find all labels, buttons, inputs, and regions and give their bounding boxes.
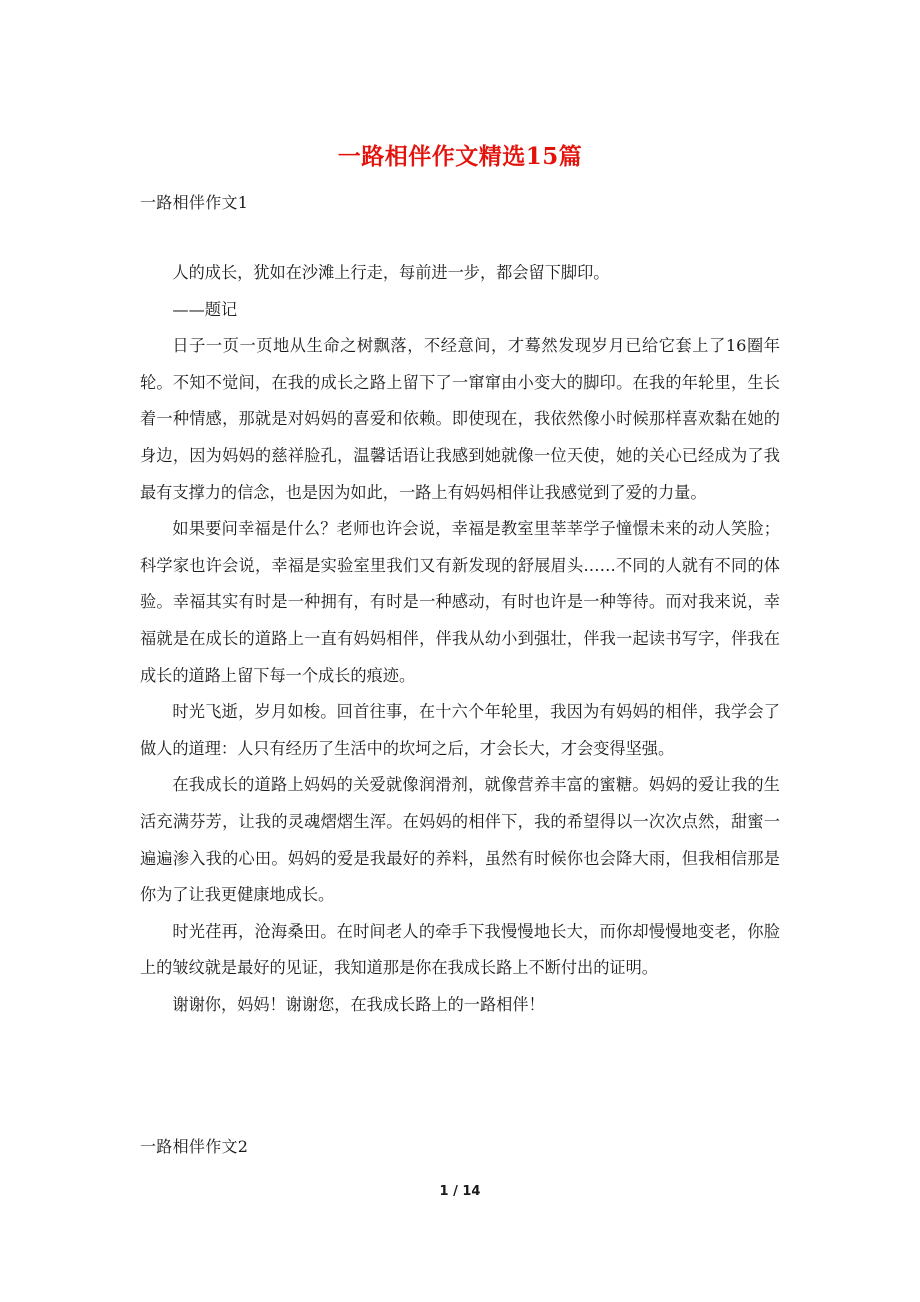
section-heading-2: 一路相伴作文2 (140, 1137, 249, 1156)
page-number: 1 / 14 (439, 1184, 481, 1199)
paragraph: 时光荏再，沧海桑田。在时间老人的牵手下我慢慢地长大，而你却慢慢地变老，你脸上的皱纹就是最好的见证，我知道那是你在我成长路上不断付出的证明。 (140, 921, 780, 978)
paragraph: 在我成长的道路上妈妈的关爱就像润滑剂，就像营养丰富的蜜糖。妈妈的爱让我的生活充满芬芳，让我的灵魂熠熠生浑。在妈妈的相伴下，我的希望得以一次次点然，甜蜜一遍遍渗入我的心田。妈妈的爱是我最好的养料，虽然有时候你也会降大雨，但我相信那是你为了让我更健康地成长。 (140, 775, 780, 905)
paragraph: 谢谢你，妈妈！谢谢您，在我成长路上的一路相伴！ (172, 994, 545, 1014)
section-body-1 (140, 255, 780, 1023)
document-title: 一路相伴作文精选15篇 (337, 143, 583, 170)
paragraph: 时光飞逝，岁月如梭。回首往事，在十六个年轮里，我因为有妈妈的相伴，我学会了做人的道理：人只有经历了生活中的坎坷之后，才会长大，才会变得坚强。 (140, 702, 780, 758)
paragraph: 日子一页一页地从生命之树飘落，不经意间，才蓦然发现岁月已给它套上了16圈年轮。不知不觉间，在我的成长之路上留下了一窜窜由小变大的脚印。在我的年轮里，生长着一种情感，那就是对妈妈的喜爱和依赖。即使现在，我依然像小时候那样喜欢黏在她的身边，因为妈妈的慈祥脸孔，温馨话语让我感到她就像一位天使，她的关心已经成为了我最有支撑力的信念，也是因为如此，一路上有妈妈相伴让我感觉到了爱的力量。 (140, 336, 780, 502)
paragraph-epigraph-attribution: ——题记 (172, 299, 238, 319)
paragraph: 如果要问幸福是什么？老师也许会说，幸福是教室里莘莘学子憧憬未来的动人笑脸；科学家也许会说，幸福是实验室里我们又有新发现的舒展眉头……不同的人就有不同的体验。幸福其实有时是一种拥有，有时是一种感动，有时也许是一种等待。而对我来说，幸福就是在成长的道路上一直有妈妈相伴，伴我从幼小到强壮，伴我一起读书写字，伴我在成长的道路上留下每一个成长的痕迹。 (140, 519, 780, 685)
section-heading-1: 一路相伴作文1 (140, 193, 249, 212)
paragraph: 人的成长，犹如在沙滩上行走，每前进一步，都会留下脚印。 (172, 263, 610, 282)
